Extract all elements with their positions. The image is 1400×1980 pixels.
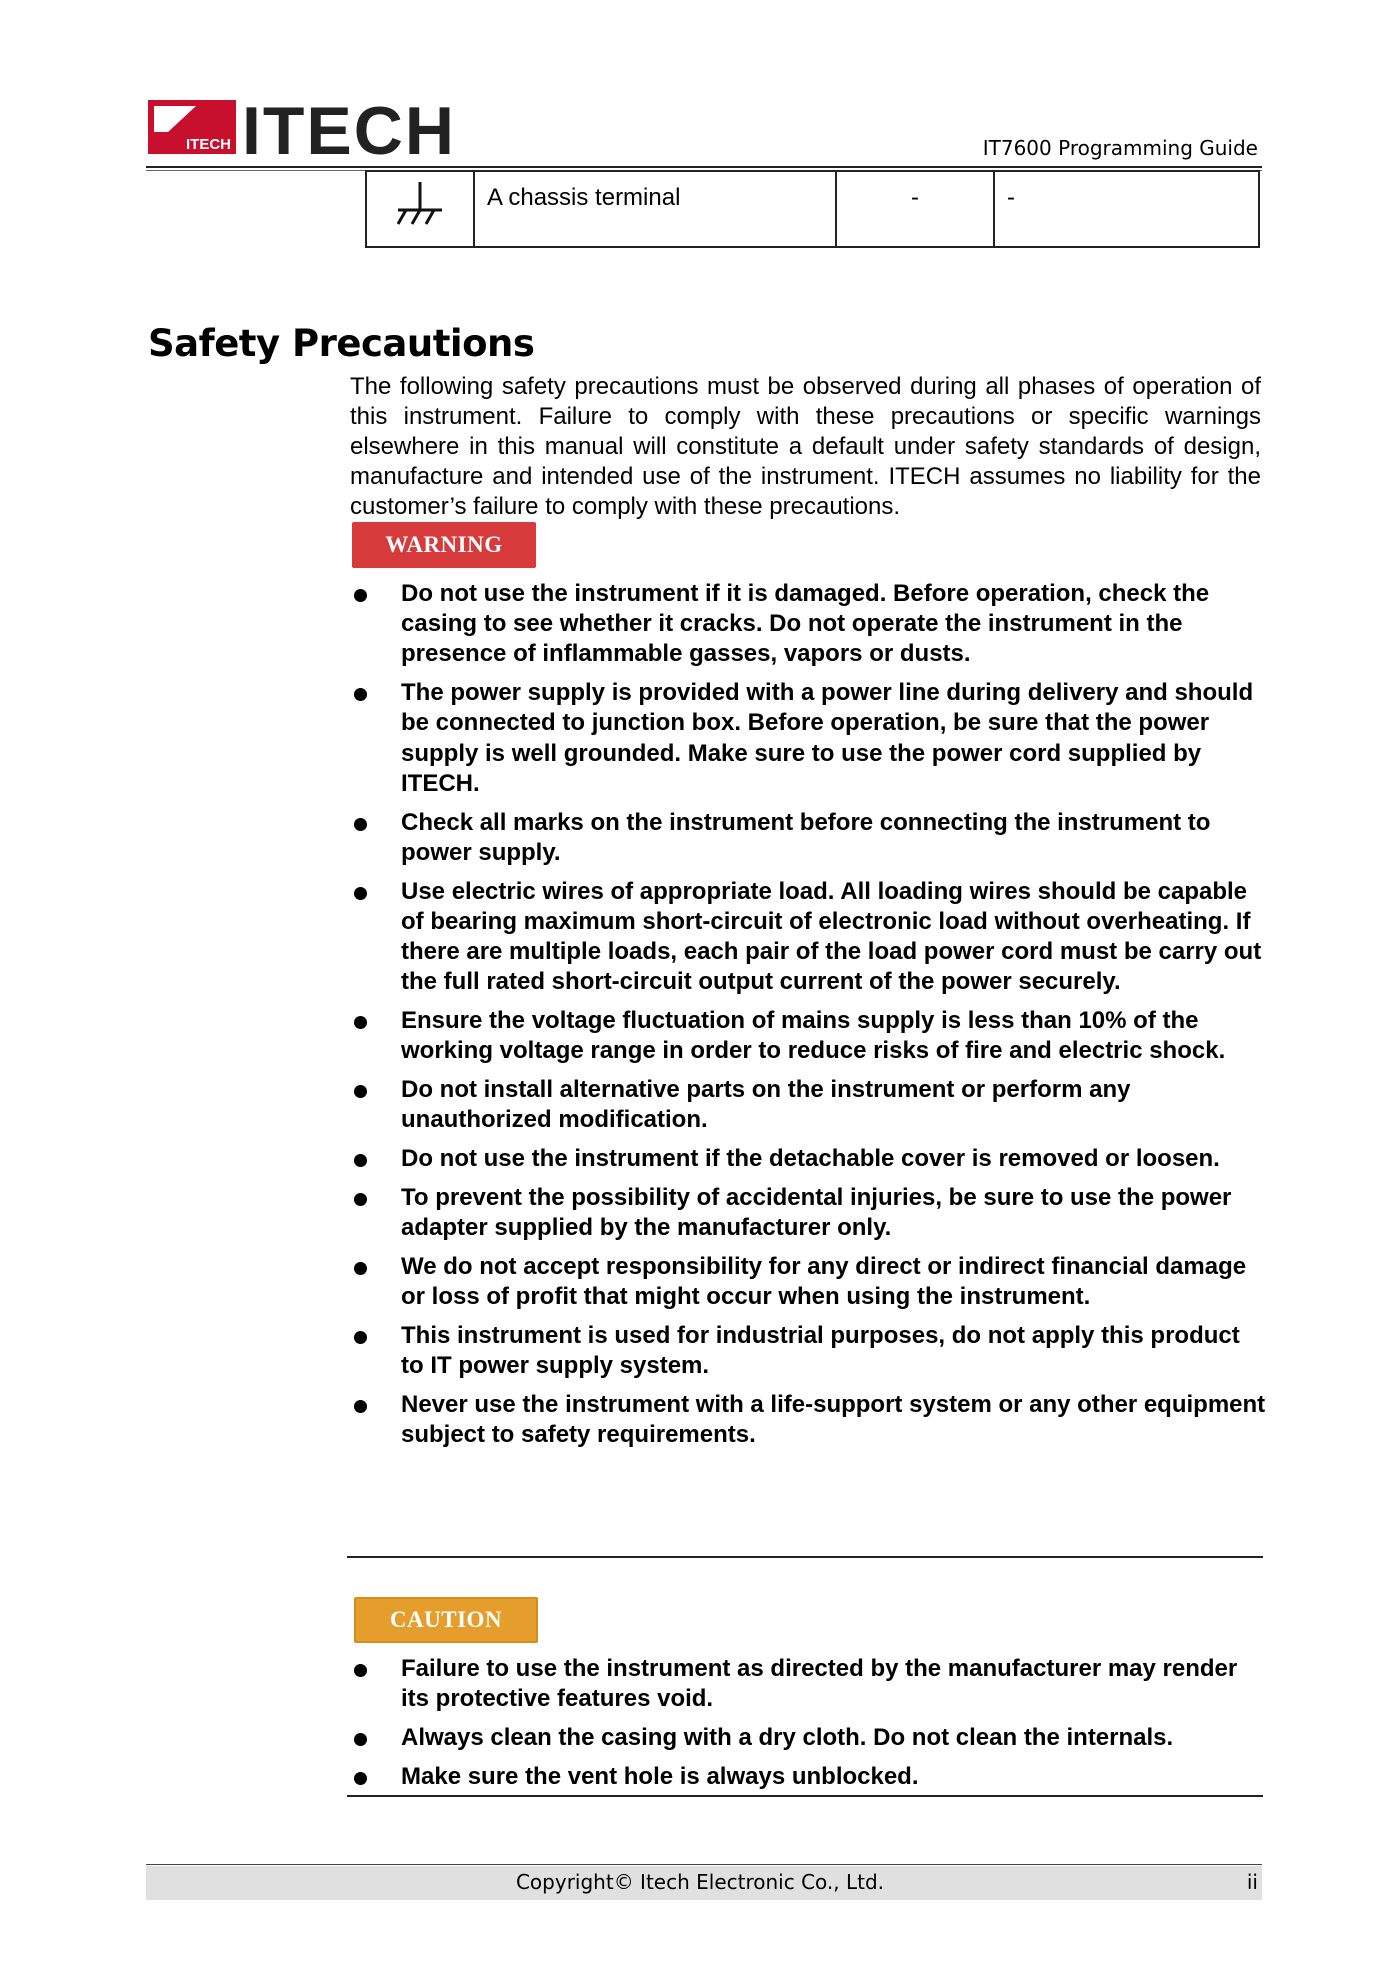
list-item <box>350 1183 1268 1243</box>
list-item-text: This instrument is used for industrial purposes, do not apply this product to IT power supply system. <box>401 1321 1240 1380</box>
list-item-text: Never use the instrument with a life-support system or any other equipment subject to safety requirements. <box>401 1390 1266 1449</box>
intro-paragraph: The following safety precautions must be observed during all phases of operation of this instrument. Failure to comply with these precautions or specific warnings elsewhere in this manual will constitute a default under safety standards of design, manufacture and intended use of the instrument. ITECH assumes no liability for the customer’s failure to comply with these precautions. <box>350 373 1261 520</box>
list-item <box>350 1390 1268 1450</box>
list-item-text: Ensure the voltage fluctuation of mains supply is less than 10% of the working voltage range in order to reduce risks of fire and electric shock. <box>401 1007 1226 1065</box>
bullet-icon <box>354 688 367 701</box>
list-item <box>350 678 1268 799</box>
itech-logo <box>148 96 463 158</box>
chassis-terminal-icon <box>390 215 450 242</box>
list-item-text: We do not accept responsibility for any direct or indirect financial damage or loss of profit that might occur when using the instrument. <box>401 1252 1247 1311</box>
list-item <box>350 1654 1268 1714</box>
bullet-icon <box>354 1400 367 1413</box>
list-item <box>350 1144 1268 1174</box>
symbol-col3: - <box>836 171 994 247</box>
list-item-text: Use electric wires of appropriate load. All loading wires should be capable of bearing maximum short-circuit of electronic load without overheating. If there are multiple loads, each pair of the load power cord must be carry out the full rated short-circuit output current of the power securely. <box>401 877 1262 996</box>
bullet-icon <box>354 1772 367 1785</box>
warning-badge: WARNING <box>352 522 536 568</box>
table-row <box>366 171 1259 247</box>
list-item-text: Do not use the instrument if the detachable cover is removed or loosen. <box>401 1145 1220 1173</box>
list-item <box>350 1006 1268 1066</box>
footer-copyright: Copyright© Itech Electronic Co., Ltd. <box>515 1870 885 1894</box>
list-item-text: Check all marks on the instrument before connecting the instrument to power supply. <box>401 808 1211 866</box>
bullet-icon <box>354 589 367 602</box>
list-item <box>350 877 1268 998</box>
bullet-icon <box>354 1262 367 1275</box>
list-item <box>350 1075 1268 1135</box>
list-item-text: To prevent the possibility of accidental injuries, be sure to use the power adapter supplied by the manufacturer only. <box>401 1183 1232 1242</box>
document-title: IT7600 Programming Guide <box>982 136 1258 160</box>
list-item-text: Make sure the vent hole is always unblocked. <box>401 1762 919 1790</box>
list-item-text: Failure to use the instrument as directed by the manufacturer may render its protective features void. <box>401 1655 1238 1713</box>
svg-text:ITECH: ITECH <box>186 136 231 153</box>
symbol-cell <box>366 171 474 247</box>
bullet-icon <box>354 887 367 900</box>
caution-end-rule <box>347 1795 1263 1797</box>
bullet-icon <box>354 1016 367 1029</box>
list-item <box>350 1762 1268 1792</box>
list-item <box>350 808 1268 868</box>
svg-text:ITECH: ITECH <box>242 96 456 158</box>
warning-end-rule <box>347 1556 1263 1558</box>
bullet-icon <box>354 1085 367 1098</box>
list-item <box>350 1252 1268 1312</box>
footer-rule <box>146 1864 1262 1865</box>
symbol-description: A chassis terminal <box>474 171 836 247</box>
section-title: Safety Precautions <box>148 322 535 365</box>
bullet-icon <box>354 1664 367 1677</box>
caution-badge: CAUTION <box>354 1597 538 1643</box>
list-item <box>350 1723 1268 1753</box>
list-item <box>350 579 1268 670</box>
header-rule <box>146 166 1262 168</box>
caution-list <box>350 1654 1268 1801</box>
bullet-icon <box>354 818 367 831</box>
list-item-text: Do not use the instrument if it is damaged. Before operation, check the casing to see whether it cracks. Do not operate the instrument in the presence of inflammable gasses, vapors or dusts. <box>401 580 1210 668</box>
list-item-text: Do not install alternative parts on the instrument or perform any unauthorized modification. <box>401 1076 1131 1134</box>
list-item-text: The power supply is provided with a power line during delivery and should be connected to junction box. Before operation, be sure that the power supply is well grounded. Make sure to use the power cord supplied by ITECH. <box>401 679 1254 797</box>
bullet-icon <box>354 1193 367 1206</box>
bullet-icon <box>354 1331 367 1344</box>
bullet-icon <box>354 1733 367 1746</box>
warning-list <box>350 579 1268 1459</box>
list-item <box>350 1321 1268 1381</box>
symbol-col4: - <box>994 171 1259 247</box>
page-number: ii <box>1246 1870 1258 1894</box>
symbol-table <box>365 170 1260 248</box>
bullet-icon <box>354 1154 367 1167</box>
list-item-text: Always clean the casing with a dry cloth. Do not clean the internals. <box>401 1724 1174 1751</box>
